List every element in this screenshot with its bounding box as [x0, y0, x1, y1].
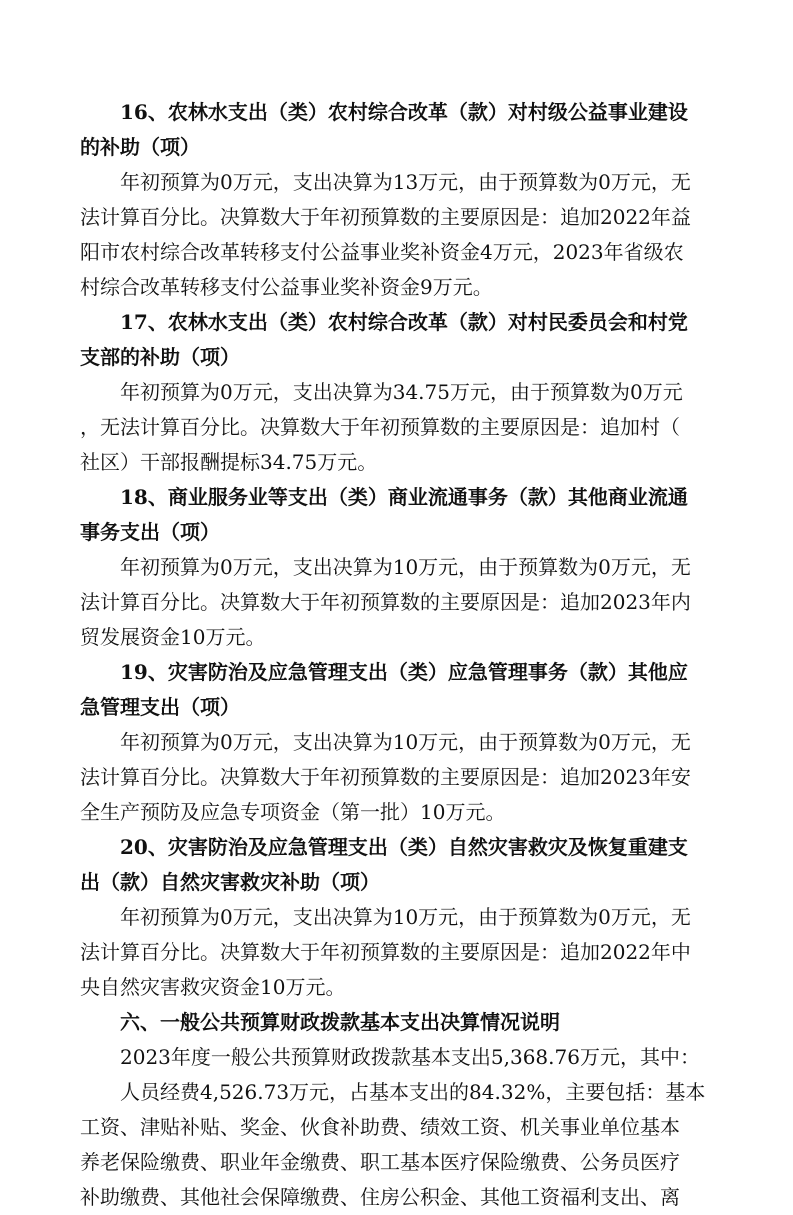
paragraph-line: 年初预算为0万元，支出决算为10万元，由于预算数为0万元，无 [120, 555, 691, 579]
paragraph-line: 2023年度一般公共预算财政拨款基本支出5,368.76万元，其中： [120, 1045, 700, 1069]
paragraph-line: 社区）干部报酬提标34.75万元。 [80, 450, 378, 474]
paragraph-line: 年初预算为0万元，支出决算为10万元，由于预算数为0万元，无 [120, 730, 691, 754]
section-heading-line: 的补助（项） [80, 135, 200, 159]
paragraph-line: 年初预算为0万元，支出决算为13万元，由于预算数为0万元，无 [120, 170, 691, 194]
paragraph-line: 央自然灾害救灾资金10万元。 [80, 975, 346, 999]
paragraph-line: 阳市农村综合改革转移支付公益事业奖补资金4万元，2023年省级农 [80, 240, 684, 264]
paragraph-line: 法计算百分比。决算数大于年初预算数的主要原因是：追加2023年内 [80, 590, 691, 614]
paragraph-line: 养老保险缴费、职业年金缴费、职工基本医疗保险缴费、公务员医疗 [80, 1150, 680, 1174]
paragraph-line: 人员经费4,526.73万元，占基本支出的84.32%，主要包括：基本 [120, 1080, 706, 1104]
section-heading-line: 事务支出（项） [80, 520, 220, 544]
section-heading-line: 19、灾害防治及应急管理支出（类）应急管理事务（款）其他应 [120, 660, 688, 684]
paragraph-line: 法计算百分比。决算数大于年初预算数的主要原因是：追加2022年中 [80, 940, 691, 964]
section-heading-line: 支部的补助（项） [80, 345, 240, 369]
document-body [80, 95, 720, 1215]
paragraph-line: 法计算百分比。决算数大于年初预算数的主要原因是：追加2023年安 [80, 765, 691, 789]
section-heading-line: 18、商业服务业等支出（类）商业流通事务（款）其他商业流通 [120, 485, 688, 509]
paragraph-line: ，无法计算百分比。决算数大于年初预算数的主要原因是：追加村（ [80, 415, 680, 439]
section-heading-line: 出（款）自然灾害救灾补助（项） [80, 870, 380, 894]
paragraph-line: 法计算百分比。决算数大于年初预算数的主要原因是：追加2022年益 [80, 205, 691, 229]
paragraph-line: 贸发展资金10万元。 [80, 625, 266, 649]
section-heading-line: 17、农林水支出（类）农村综合改革（款）对村民委员会和村党 [120, 310, 688, 334]
paragraph-line: 村综合改革转移支付公益事业奖补资金9万元。 [80, 275, 493, 299]
paragraph-line: 年初预算为0万元，支出决算为10万元，由于预算数为0万元，无 [120, 905, 691, 929]
section-heading-line: 六、一般公共预算财政拨款基本支出决算情况说明 [120, 1010, 560, 1034]
section-heading-line: 急管理支出（项） [80, 695, 240, 719]
paragraph-line: 年初预算为0万元，支出决算为34.75万元，由于预算数为0万元 [120, 380, 683, 404]
paragraph-line: 工资、津贴补贴、奖金、伙食补助费、绩效工资、机关事业单位基本 [80, 1115, 680, 1139]
paragraph-line: 全生产预防及应急专项资金（第一批）10万元。 [80, 800, 506, 824]
section-heading-line: 16、农林水支出（类）农村综合改革（款）对村级公益事业建设 [120, 100, 688, 124]
paragraph-line: 补助缴费、其他社会保障缴费、住房公积金、其他工资福利支出、离 [80, 1185, 680, 1209]
section-heading-line: 20、灾害防治及应急管理支出（类）自然灾害救灾及恢复重建支 [120, 835, 688, 859]
